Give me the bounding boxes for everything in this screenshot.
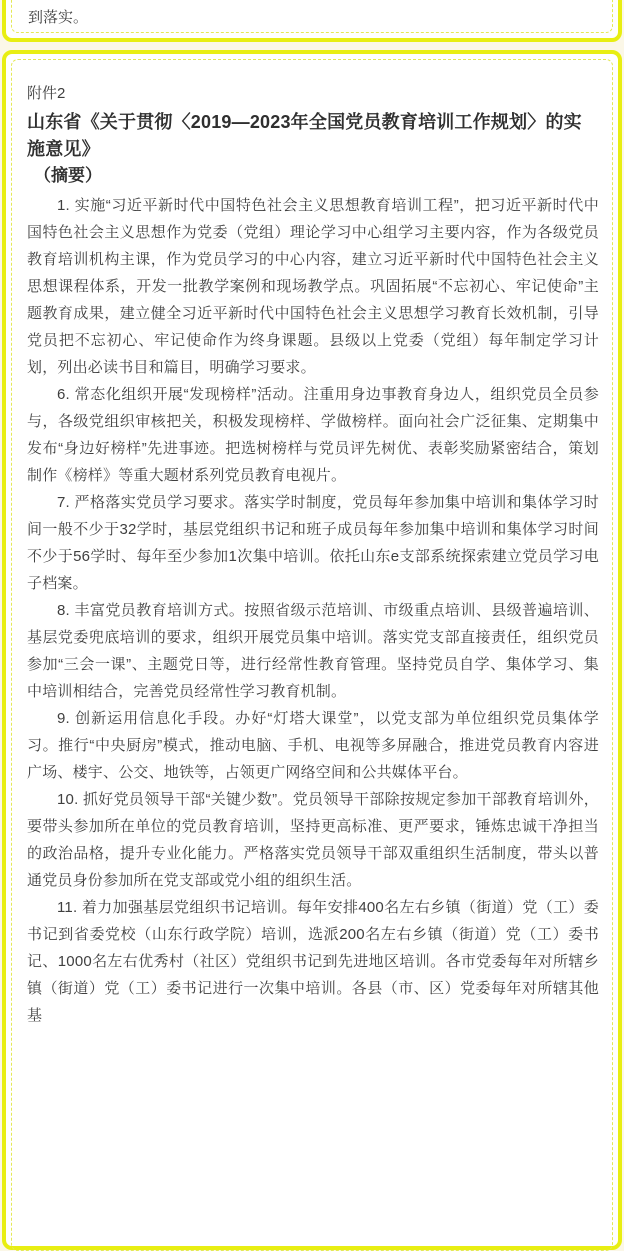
document-subtitle: （摘要）	[34, 166, 102, 185]
document-body	[27, 192, 599, 1029]
attachment-document-card	[2, 50, 622, 1250]
document-paragraph: 6. 常态化组织开展“发现榜样”活动。注重用身边事教育身边人，组织党员全员参与，各级党组织审核把关，积极发现榜样、学做榜样。面向社会广泛征集、定期集中发布“身边好榜样”先进事迹。把选树榜样与党员评先树优、表彰奖励紧密结合，策划制作《榜样》等重大题材系列党员教育电视片。	[27, 386, 599, 484]
previous-section-card	[2, 0, 622, 42]
previous-section-inner	[11, 0, 613, 33]
document-paragraph: 10. 抓好党员领导干部“关键少数”。党员领导干部除按规定参加干部教育培训外，要带头参加所在单位的党员教育培训，坚持更高标准、更严要求，锤炼忠诚干净担当的政治品格，提升专业化能力。严格落实党员领导干部双重组织生活制度，带头以普通党员身份参加所在党支部或党小组的组织生活。	[27, 791, 599, 889]
attachment-label: 附件2	[27, 85, 66, 102]
document-paragraph: 11. 着力加强基层党组织书记培训。每年安排400名左右乡镇（街道）党（工）委书记到省委党校（山东行政学院）培训，选派200名左右乡镇（街道）党（工）委书记、1000名左右优秀村（社区）党组织书记到先进地区培训。各市党委每年对所辖乡镇（街道）党（工）委书记进行一次集中培训。各县（市、区）党委每年对所辖其他基	[27, 899, 599, 1024]
previous-section-tail-text: 到落实。	[28, 9, 89, 26]
document-paragraph: 1. 实施“习近平新时代中国特色社会主义思想教育培训工程”，把习近平新时代中国特色社会主义思想作为党委（党组）理论学习中心组学习主要内容，作为各级党员教育培训机构主课，作为党员学习的中心内容，建立习近平新时代中国特色社会主义思想课程体系，开发一批教学案例和现场教学点。巩固拓展“不忘初心、牢记使命”主题教育成果，建立健全习近平新时代中国特色社会主义思想学习教育长效机制，引导党员把不忘初心、牢记使命作为终身课题。县级以上党委（党组）每年制定学习计划，列出必读书目和篇目，明确学习要求。	[27, 197, 599, 376]
attachment-document-inner	[11, 59, 613, 1251]
document-paragraph: 8. 丰富党员教育培训方式。按照省级示范培训、市级重点培训、县级普遍培训、基层党委兜底培训的要求，组织开展党员集中培训。落实党支部直接责任，组织党员参加“三会一课”、主题党日等，进行经常性教育管理。坚持党员自学、集体学习、集中培训相结合，完善党员经常性学习教育机制。	[27, 602, 599, 700]
document-paragraph: 7. 严格落实党员学习要求。落实学时制度，党员每年参加集中培训和集体学习时间一般不少于32学时，基层党组织书记和班子成员每年参加集中培训和集体学习时间不少于56学时、每年至少参加1次集中培训。依托山东e支部系统探索建立党员学习电子档案。	[27, 494, 599, 592]
document-paragraph: 9. 创新运用信息化手段。办好“灯塔大课堂”，以党支部为单位组织党员集体学习。推行“中央厨房”模式，推动电脑、手机、电视等多屏融合，推进党员教育内容进广场、楼宇、公交、地铁等，占领更广网络空间和公共媒体平台。	[27, 710, 599, 781]
document-title: 山东省《关于贯彻〈2019—2023年全国党员教育培训工作规划〉的实施意见》	[27, 112, 582, 159]
